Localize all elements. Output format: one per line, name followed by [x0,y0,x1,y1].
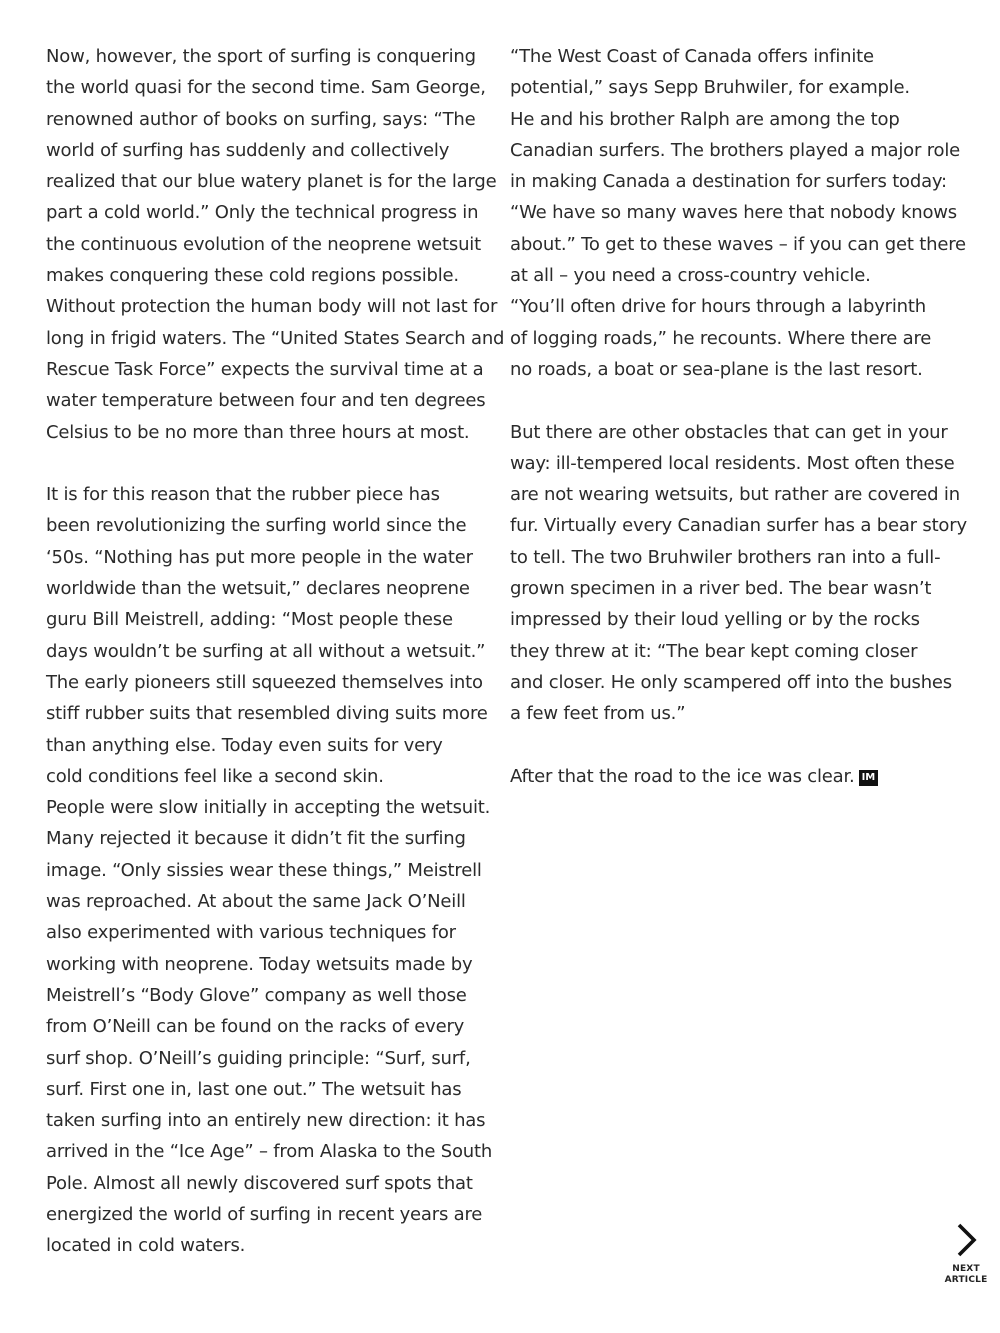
text-line: from O’Neill can be found on the racks of every [46,1016,465,1038]
text-line: Rescue Task Force” expects the survival time at a [46,358,484,380]
text-line: the continuous evolution of the neoprene wetsuit [46,233,481,255]
text-line: was reproached. At about the same Jack O’Neill [46,891,466,913]
text-line: Now, however, the sport of surfing is conquering [46,46,476,67]
text-line: water temperature between four and ten degrees [46,390,486,412]
text-line: image. “Only sissies wear these things,” Meistrell [46,859,482,881]
text-line: cold conditions feel like a second skin. [46,765,384,787]
text-line: “The West Coast of Canada offers infinite [510,46,874,67]
text-line: surf. First one in, last one out.” The wetsuit has [46,1078,462,1100]
text-line: at all – you need a cross-country vehicle. [510,265,871,287]
next-label-line-2: ARTICLE [944,1275,988,1285]
right-column [510,41,967,792]
closing-paragraph [510,761,950,792]
next-article-label [944,1264,988,1286]
text-line: part a cold world.” Only the technical progress in [46,202,479,224]
text-line: taken surfing into an entirely new direction: it has [46,1110,486,1132]
text-line: “You’ll often drive for hours through a labyrinth [510,296,926,318]
text-line: stiff rubber suits that resembled diving suits more [46,703,488,725]
text-line: makes conquering these cold regions possible. [46,265,459,287]
text-line: impressed by their loud yelling or by the rocks [510,609,920,631]
text-line: and closer. He only scampered off into the bushes [510,671,952,693]
text-line: about.” To get to these waves – if you can get there [510,233,966,255]
text-line: He and his brother Ralph are among the top [510,108,900,130]
left-column [46,41,505,1262]
text-line: been revolutionizing the surfing world since the [46,515,467,537]
text-line: ‘50s. “Nothing has put more people in the water [46,546,473,568]
text-line: to tell. The two Bruhwiler brothers ran into a full- [510,546,941,568]
text-line: than anything else. Today even suits for very [46,734,443,756]
left-paragraph-1 [46,41,505,448]
text-line: way: ill-tempered local residents. Most often these [510,452,955,474]
right-paragraph-2 [510,417,967,730]
text-line: are not wearing wetsuits, but rather are covered in [510,484,960,506]
next-article-button[interactable] [944,1222,988,1286]
text-line: “We have so many waves here that nobody knows [510,202,957,224]
chevron-right-icon [953,1222,979,1258]
text-line: the world quasi for the second time. Sam George, [46,77,486,99]
text-line: fur. Virtually every Canadian surfer has a bear story [510,515,967,537]
text-line: potential,” says Sepp Bruhwiler, for example. [510,77,910,99]
text-line: world of surfing has suddenly and collectively [46,139,450,161]
paragraph-gap [510,730,950,761]
text-line: days wouldn’t be surfing at all without a wetsuit.” [46,640,486,662]
text-line: realized that our blue watery planet is for the large [46,171,497,193]
end-mark-badge: IM [859,770,879,786]
text-line: worldwide than the wetsuit,” declares neoprene [46,578,470,600]
text-line: in making Canada a destination for surfers today: [510,171,947,193]
text-line: no roads, a boat or sea-plane is the last resort. [510,358,923,380]
paragraph-gap [46,448,486,479]
text-line: working with neoprene. Today wetsuits made by [46,953,473,975]
text-line: Many rejected it because it didn’t fit the surfing [46,828,466,850]
text-line: surf shop. O’Neill’s guiding principle: “Surf, surf, [46,1047,471,1069]
text-line: Meistrell’s “Body Glove” company as well those [46,984,467,1006]
text-line: Without protection the human body will not last for [46,296,498,318]
text-line: Pole. Almost all newly discovered surf spots that [46,1172,473,1194]
paragraph-gap [510,385,950,416]
text-line: grown specimen in a river bed. The bear wasn’t [510,578,932,600]
closing-line-text: After that the road to the ice was clear. [510,765,855,787]
text-line: of logging roads,” he recounts. Where there are [510,327,932,349]
text-line: long in frigid waters. The “United States Search and [46,327,505,349]
text-line: energized the world of surfing in recent years are [46,1203,483,1225]
left-paragraph-2 [46,479,493,1261]
text-line: But there are other obstacles that can get in your [510,421,948,443]
text-line: arrived in the “Ice Age” – from Alaska to the South [46,1141,493,1163]
text-line: renowned author of books on surfing, says: “The [46,108,476,130]
text-line: Celsius to be no more than three hours at most. [46,421,470,443]
text-line: It is for this reason that the rubber piece has [46,484,440,506]
text-line: also experimented with various techniques for [46,922,456,944]
right-paragraph-1 [510,41,966,385]
text-line: a few feet from us.” [510,703,686,725]
text-line: they threw at it: “The bear kept coming closer [510,640,918,662]
text-line: guru Bill Meistrell, adding: “Most people these [46,609,453,631]
next-label-line-1: NEXT [952,1264,980,1274]
text-line: Canadian surfers. The brothers played a major role [510,139,961,161]
text-line: The early pioneers still squeezed themselves into [46,671,483,693]
text-line: located in cold waters. [46,1235,246,1257]
text-line: People were slow initially in accepting the wetsuit. [46,797,491,819]
